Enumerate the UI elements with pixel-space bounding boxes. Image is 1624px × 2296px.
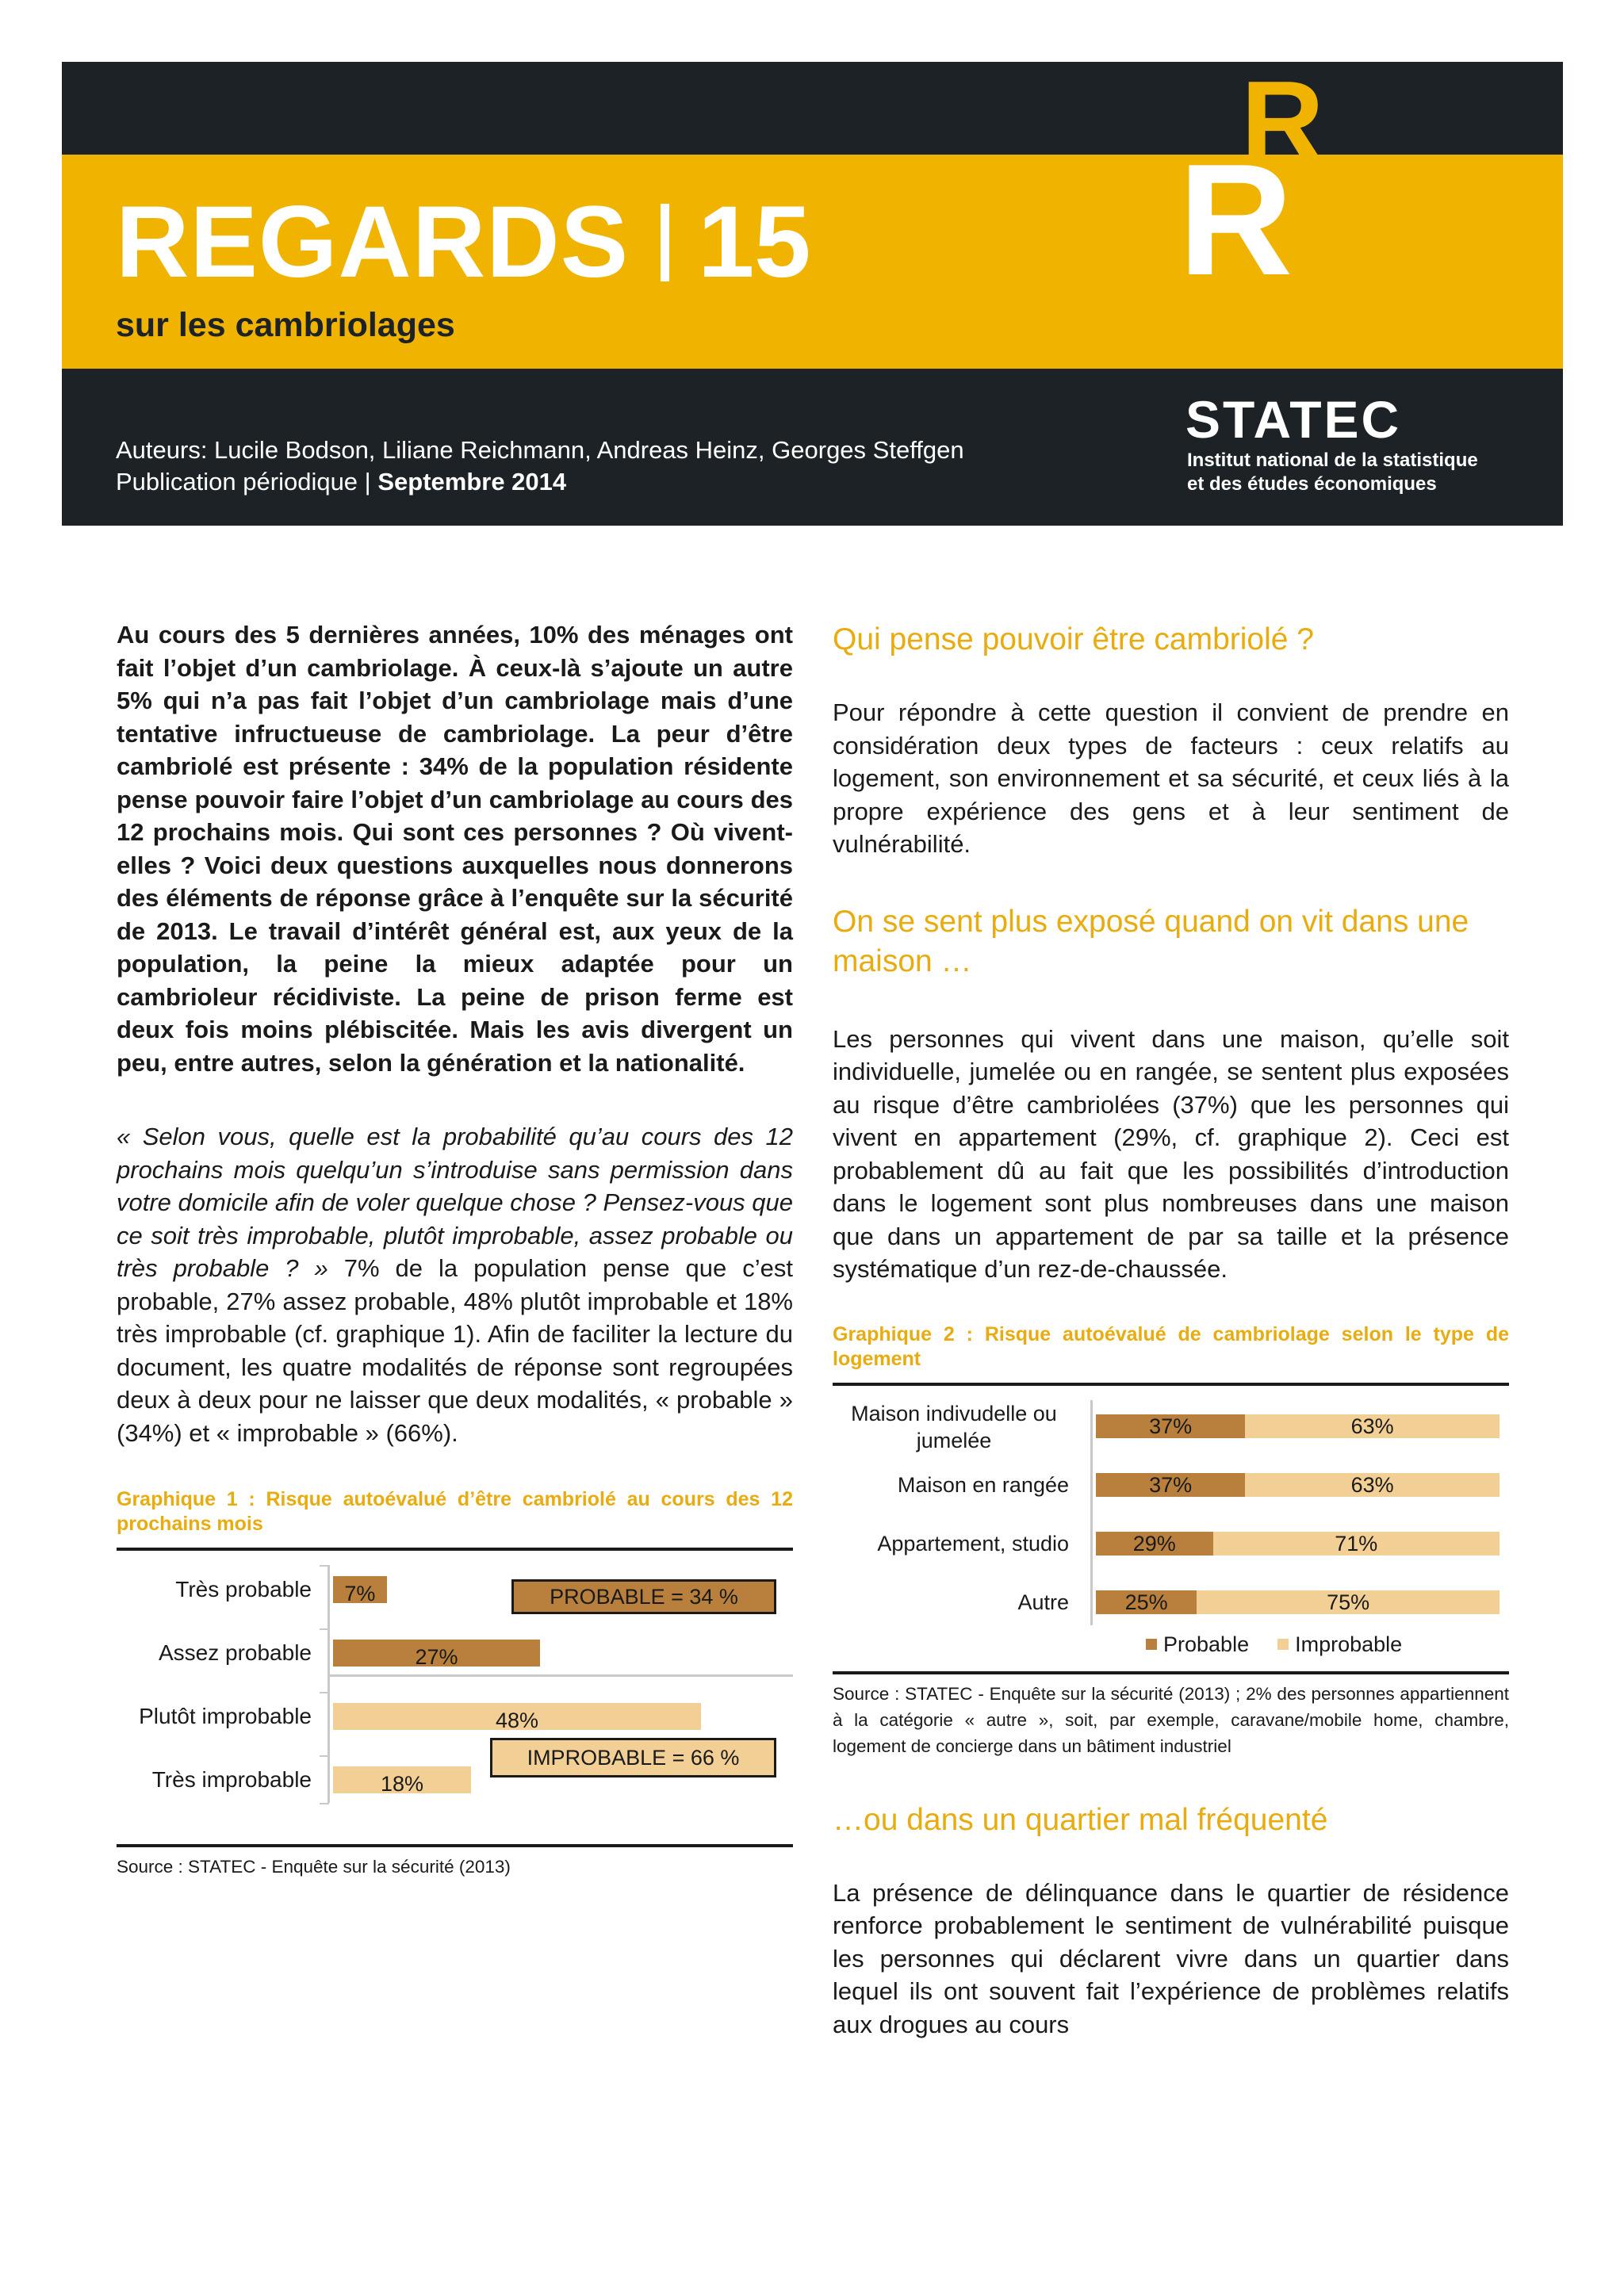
chart-2-category-label: Maison indivudelle ou jumelée bbox=[851, 1401, 1057, 1452]
heading-who-thinks: Qui pense pouvoir être cambriolé ? bbox=[833, 622, 1314, 656]
chart-2-legend bbox=[1146, 1628, 1431, 1662]
legend-improbable bbox=[1277, 1628, 1402, 1662]
chart-2-value-label: 37% bbox=[1149, 1472, 1193, 1497]
chart-1-value-label: 18% bbox=[380, 1772, 424, 1796]
improbable-summary-box: IMPROBABLE = 66 % bbox=[490, 1738, 776, 1777]
chart-1-caption: Graphique 1 : Risque autoévalué d’être cambriolé au cours des 12 prochains mois bbox=[117, 1488, 793, 1535]
survey-results-text: 7% de la population pense que c’est probable, 27% assez probable, 48% plutôt improbable et 18% très improbable (cf. graphique 1). Afin de faciliter la lecture du document, les quatre modalités de réponse sont regroupées deux à deux pour ne laisser que deux modalités, « probable » (34%) et « improbable » (66%). bbox=[117, 1254, 794, 1447]
chart-1-category-label: Plutôt improbable bbox=[139, 1704, 312, 1728]
heading-house-exposure: On se sent plus exposé quand on vit dans une maison … bbox=[833, 904, 1469, 978]
chart-1-category-label: Assez probable bbox=[158, 1640, 312, 1665]
chart-1-value-label: 27% bbox=[415, 1645, 458, 1669]
right-column bbox=[833, 620, 1509, 2041]
chart-2-value-label: 75% bbox=[1327, 1590, 1370, 1614]
chart-2-value-label: 25% bbox=[1124, 1590, 1168, 1614]
chart-1-tick bbox=[320, 1628, 329, 1630]
chart-1-tick bbox=[320, 1692, 329, 1693]
publication-subtitle: sur les cambriolages bbox=[116, 306, 455, 344]
chart-2-row bbox=[833, 1532, 1509, 1587]
paragraph-house-exposure: Les personnes qui vivent dans une maison, qu’elle soit individuelle, jumelée ou en rangée, se sentent plus exposées au risque d’être cambriolées (37%) que les personnes qui vivent en appartement (29%, cf. graphique 2). Ceci est probablement dû au fait que les possibilités d’introduction dans le logement sont plus nombreuses dans une maison que dans un appartement de par sa taille et la présence systématique d’un rez-de-chaussée. bbox=[833, 1024, 1509, 1283]
chart-2-caption: Graphique 2 : Risque autoévalué de cambriolage selon le type de logement bbox=[833, 1322, 1509, 1370]
chart-2-source: Source : STATEC - Enquête sur la sécurité (2013) ; 2% des personnes appartiennent à la catégorie « autre », soit, par exemple, caravane/mobile home, chambre, logement de concierge dans un bâtiment industriel bbox=[833, 1683, 1509, 1756]
chart-2-category-label: Autre bbox=[1017, 1590, 1069, 1614]
paragraph-factors: Pour répondre à cette question il convient de prendre en considération deux types de facteurs : ceux relatifs au logement, son environnement et sa sécurité, et ceux liés à la propre expérience des gens et à leur sentiment de vulnérabilité. bbox=[833, 698, 1509, 858]
chart-2-category-label: Maison en rangée bbox=[897, 1472, 1069, 1497]
legend-probable bbox=[1146, 1628, 1249, 1662]
chart-2 bbox=[833, 1322, 1509, 1759]
chart-1-row bbox=[117, 1633, 793, 1671]
publication-date: Septembre 2014 bbox=[377, 468, 567, 496]
heading-neighbourhood: …ou dans un quartier mal fréquenté bbox=[833, 1802, 1328, 1837]
header-banner bbox=[62, 57, 1563, 526]
chart-1-tick bbox=[320, 1565, 329, 1567]
survey-paragraph bbox=[117, 1120, 793, 1449]
statec-tagline-line1: Institut national de la statistique bbox=[1187, 450, 1478, 471]
legend-probable-label: Probable bbox=[1163, 1632, 1250, 1656]
statec-logo: STATEC bbox=[1185, 390, 1402, 449]
authors-line: Auteurs: Lucile Bodson, Liliane Reichmann, Andreas Heinz, Georges Steffgen bbox=[116, 436, 964, 464]
publication-title: REGARDS bbox=[116, 186, 630, 299]
chart-2-value-label: 29% bbox=[1132, 1531, 1176, 1556]
issue-number: 15 bbox=[698, 186, 811, 299]
regards-logo-small-r: R bbox=[1241, 57, 1324, 186]
regards-logo-big-r: R bbox=[1178, 132, 1293, 308]
publication-line bbox=[116, 466, 964, 498]
statec-tagline bbox=[1187, 449, 1478, 496]
chart-2-bottom-rule bbox=[833, 1671, 1509, 1674]
chart-2-row bbox=[833, 1401, 1509, 1470]
survey-question: « Selon vous, quelle est la probabilité qu’au cours des 12 prochains mois quelqu’un s’introduise sans permission dans votre domicile afin de voler quelque chose ? Pensez-vous que ce soit très improbable, plutôt improbable, assez probable ou très probable ? » bbox=[117, 1123, 794, 1282]
chart-1-value-label: 7% bbox=[344, 1582, 376, 1605]
legend-probable-swatch bbox=[1146, 1639, 1157, 1650]
chart-1-category-label: Très probable bbox=[175, 1577, 312, 1601]
chart-2-plot bbox=[833, 1386, 1509, 1671]
left-column bbox=[117, 618, 793, 1880]
paragraph-neighbourhood: La présence de délinquance dans le quartier de résidence renforce probablement le sentiment de vulnérabilité puisque les personnes qui déclarent vivre dans un quartier dans lequel ils ont souvent fait l’expérience de problèmes relatifs aux drogues au cours bbox=[833, 1878, 1509, 2038]
chart-2-value-label: 71% bbox=[1335, 1531, 1378, 1556]
chart-2-value-label: 63% bbox=[1350, 1472, 1394, 1497]
chart-1-bottom-rule bbox=[117, 1844, 793, 1847]
chart-2-row bbox=[833, 1473, 1509, 1529]
chart-2-value-label: 63% bbox=[1350, 1414, 1394, 1438]
title-block bbox=[116, 186, 811, 299]
statec-tagline-line2: et des études économiques bbox=[1187, 473, 1437, 495]
chart-1-tick bbox=[320, 1755, 329, 1757]
chart-1-value-label: 48% bbox=[495, 1709, 539, 1732]
chart-2-value-label: 37% bbox=[1149, 1414, 1193, 1438]
authors-block bbox=[116, 434, 964, 498]
chart-1-source: Source : STATEC - Enquête sur la sécurité (2013) bbox=[117, 1857, 511, 1877]
chart-2-category-label: Appartement, studio bbox=[877, 1531, 1069, 1556]
chart-1 bbox=[117, 1487, 793, 1880]
intro-paragraph: Au cours des 5 dernières années, 10% des ménages ont fait l’objet d’un cambriolage. À ceux-là s’ajoute un autre 5% qui n’a pas fait l’objet d’un cambriolage mais d’une tentative infructueuse de cambriolage. La peur d’être cambriolé est présente : 34% de la population résidente pense pouvoir faire l’objet d’un cambriolage au cours des 12 prochains mois. Qui sont ces personnes ? Où vivent-elles ? Voici deux questions auxquelles nous donnerons des éléments de réponse grâce à l’enquête sur la sécurité de 2013. Le travail d’intérêt général est, aux yeux de la population, la peine la mieux adaptée pour un cambrioleur récidiviste. La peine de prison ferme est deux fois moins plébiscitée. Mais les avis divergent un peu, entre autres, selon la génération et la nationalité. bbox=[117, 621, 793, 1077]
chart-1-group-separator bbox=[327, 1674, 793, 1677]
chart-1-plot bbox=[117, 1551, 793, 1844]
chart-1-tick bbox=[320, 1803, 329, 1804]
probable-summary-box: PROBABLE = 34 % bbox=[511, 1579, 776, 1614]
legend-improbable-label: Improbable bbox=[1295, 1632, 1403, 1656]
publication-prefix: Publication périodique | bbox=[116, 468, 378, 496]
chart-1-row bbox=[117, 1697, 793, 1735]
chart-1-category-label: Très improbable bbox=[151, 1767, 312, 1792]
title-separator bbox=[661, 204, 669, 281]
legend-improbable-swatch bbox=[1277, 1639, 1289, 1650]
